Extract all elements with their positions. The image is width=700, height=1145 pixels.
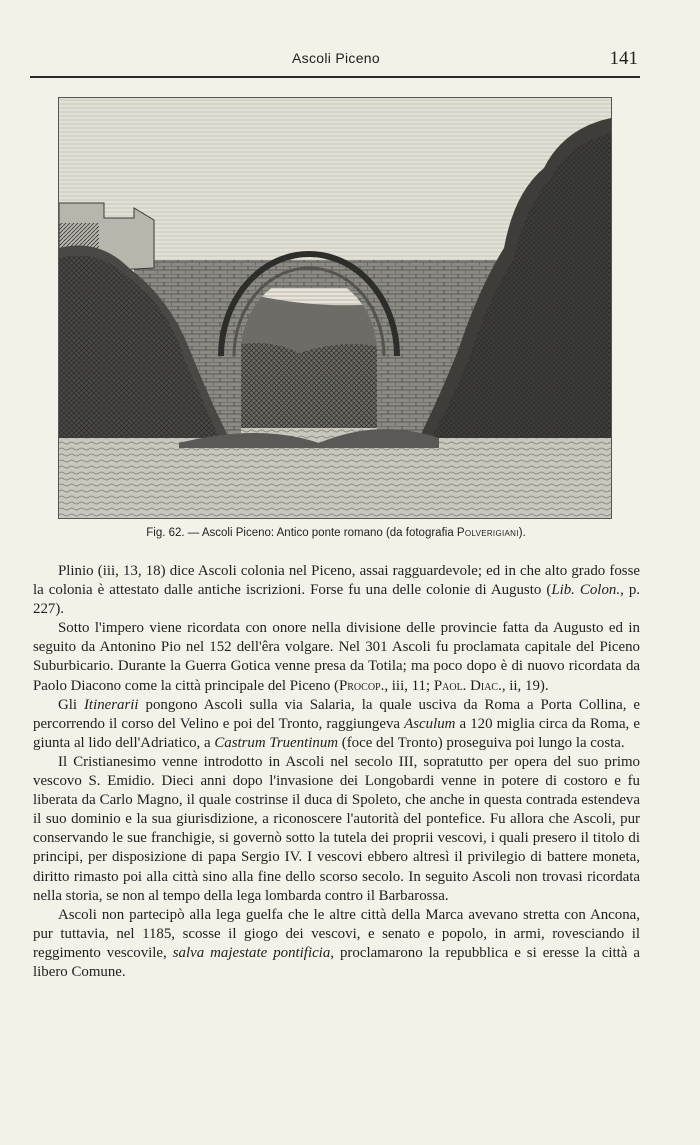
citation-procop: Procop. <box>338 677 385 694</box>
caption-credit: Polverigiani <box>456 527 519 539</box>
paragraph-1: Plinio (iii, 13, 18) dice Ascoli colonia nel Piceno, assai ragguardevole; ed in che alto grado fosse la colonia è attestato dalle antiche iscrizioni. Forse fu una delle colonie di Augusto (Lib. Colon., p. 227). <box>33 563 640 618</box>
header-rule <box>30 76 640 78</box>
page-number: 141 <box>609 48 638 69</box>
paragraph-5: Ascoli non partecipò alla lega guelfa che le altre città della Marca avevano stretta con Ancona, pur tuttavia, nel 1185, scosse il giogo dei vescovi, e senato e popolo, in armi, rovesciando il reggimento vescovile, salva majestate pontificia, proclamarono la repubblica e si eresse la città a libero Comune. <box>33 906 640 980</box>
term-salva-majestate: salva majestate pontificia <box>172 944 331 961</box>
term-itinerarii: Itinerarii <box>83 696 139 713</box>
page-header <box>30 48 642 72</box>
term-asculum: Asculum <box>404 715 456 732</box>
citation-paol-diac: Paol. Diac. <box>433 677 502 694</box>
citation-lib-colon: Lib. Colon. <box>551 582 621 599</box>
term-castrum-truentinum: Castrum Truentinum <box>214 734 339 751</box>
body-text <box>33 562 640 982</box>
caption-text: Fig. 62. — Ascoli Piceno: Antico ponte romano (da fotografia <box>146 527 457 539</box>
paragraph-4: Il Cristianesimo venne introdotto in Ascoli nel secolo III, sopratutto per opera del suo primo vescovo S. Emidio. Dieci anni dopo l'invasione dei Longobardi venne in potere di costoro e fu liberata da Carlo Magno, il quale costrinse il duca di Spoleto, che anche in questa contrada estendeva il suo dominio e la sua giurisdizione, a riconoscere l'autorità del pontefice. Fu allora che Ascoli, pur conservando le sue franchigie, si governò sotto la tutela dei proprii vescovi, i quali presero il titolo di principi, per disposizione di papa Sergio IV. I vescovi ebbero altresì il privilegio di battere moneta, diritto rimasto poi alla città sino alla fine dello scorso secolo. In seguito Ascoli non trovasi ricordata nella storia, se non al tempo della lega lombarda contro il Barbarossa. <box>33 753 640 904</box>
figure-roman-bridge <box>58 97 612 519</box>
paragraph-3: Gli Itinerarii pongono Ascoli sulla via Salaria, la quale usciva da Roma a Porta Collina, e percorrendo il corso del Velino e poi del Tronto, raggiungeva Asculum a 120 miglia circa da Roma, e giunta al lido dell'Adriatico, a Castrum Truentinum (foce del Tronto) proseguiva poi lungo la costa. <box>33 696 640 751</box>
figure-caption <box>30 527 642 539</box>
bridge-engraving <box>59 98 611 518</box>
paragraph-2: Sotto l'impero viene ricordata con onore nella divisione delle provincie fatta da Augusto ed in seguito da Antonino Pio nel 152 dell'êra volgare. Nel 301 Ascoli fu proclamata capitale del Piceno Suburbicario. Durante la Guerra Gotica venne presa da Totila; ma poco dopo è di nuovo ricordata da Paolo Diacono come la città principale del Piceno (Procop., iii, 11; Paol. Diac., ii, 19). <box>33 620 640 694</box>
running-title: Ascoli Piceno <box>292 50 380 66</box>
caption-end: ). <box>518 527 526 539</box>
